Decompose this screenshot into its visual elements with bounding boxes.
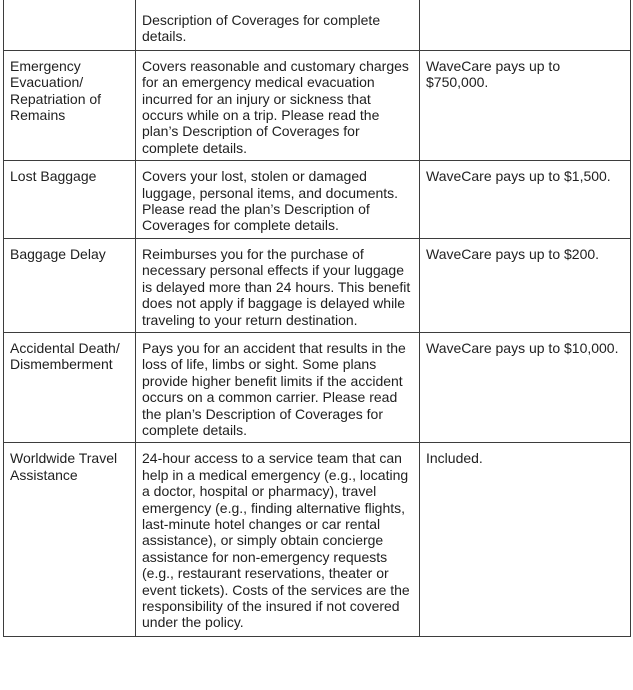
coverage-table bbox=[3, 0, 631, 637]
benefit-description-cell: Reimburses you for the purchase of necessary personal effects if your luggage is delayed more than 24 hours. This benefit does not apply if baggage is delayed while traveling to your return destination. bbox=[136, 238, 420, 332]
benefit-name-cell: Emergency Evacuation/ Repatriation of Remains bbox=[4, 50, 136, 160]
table-row bbox=[4, 0, 631, 50]
table-row bbox=[4, 443, 631, 636]
table-row bbox=[4, 332, 631, 442]
benefit-name-cell: Lost Baggage bbox=[4, 161, 136, 239]
table-row bbox=[4, 238, 631, 332]
table-row bbox=[4, 50, 631, 160]
benefit-coverage-cell bbox=[420, 0, 631, 50]
benefit-name-cell: Baggage Delay bbox=[4, 238, 136, 332]
benefit-coverage-cell: WaveCare pays up to $10,000. bbox=[420, 332, 631, 442]
table-row bbox=[4, 161, 631, 239]
benefit-name-cell: Accidental Death/ Dismemberment bbox=[4, 332, 136, 442]
benefit-name-cell: Worldwide Travel Assistance bbox=[4, 443, 136, 636]
benefit-coverage-cell: WaveCare pays up to $200. bbox=[420, 238, 631, 332]
benefit-coverage-cell: WaveCare pays up to $750,000. bbox=[420, 50, 631, 160]
benefit-name-cell bbox=[4, 0, 136, 50]
benefit-coverage-cell: Included. bbox=[420, 443, 631, 636]
benefit-description-cell: 24-hour access to a service team that can help in a medical emergency (e.g., locating a doctor, hospital or pharmacy), travel emergency (e.g., finding alternative flights, last-minute hotel changes or car rental assistance), or simply obtain concierge assistance for non-emergency requests (e.g., restaurant reservations, theater or event tickets). Costs of the services are the responsibility of the insured if not covered under the policy. bbox=[136, 443, 420, 636]
benefit-description-cell: Covers reasonable and customary charges for an emergency medical evacuation incurred for an injury or sickness that occurs while on a trip. Please read the plan’s Description of Coverages for complete details. bbox=[136, 50, 420, 160]
benefit-description-cell: Description of Coverages for complete details. bbox=[136, 0, 420, 50]
benefit-coverage-cell: WaveCare pays up to $1,500. bbox=[420, 161, 631, 239]
benefit-description-cell: Covers your lost, stolen or damaged luggage, personal items, and documents. Please read the plan’s Description of Coverages for complete details. bbox=[136, 161, 420, 239]
benefit-description-cell: Pays you for an accident that results in the loss of life, limbs or sight. Some plans provide higher benefit limits if the accident occurs on a common carrier. Please read the plan’s Description of Coverages for complete details. bbox=[136, 332, 420, 442]
